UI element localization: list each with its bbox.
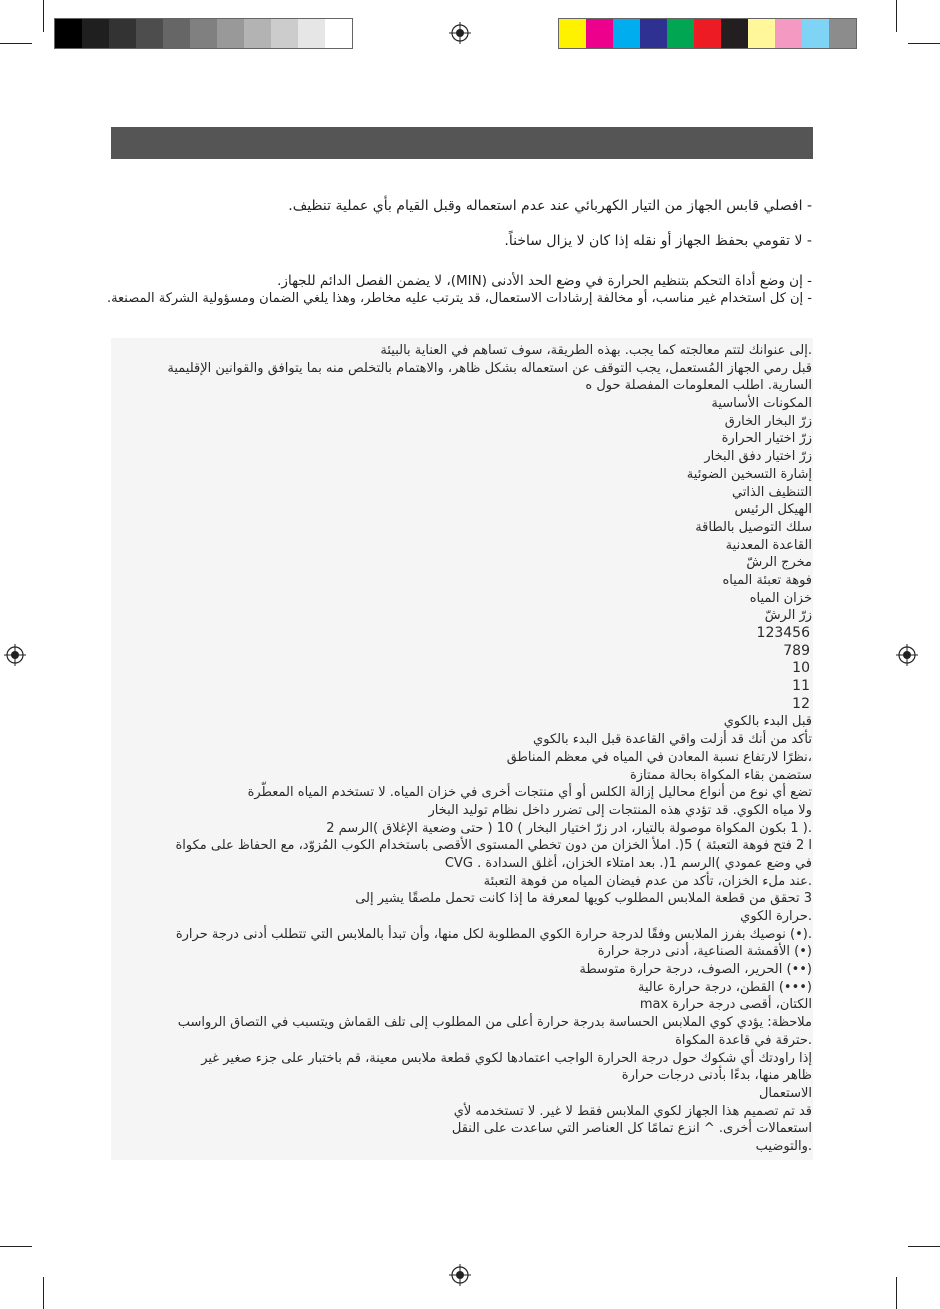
color-swatch [298, 19, 325, 48]
body-line: قبل البدء بالكوي [723, 714, 812, 730]
color-swatch [613, 19, 640, 48]
section-header-bar [111, 127, 813, 159]
body-line: ا 2 فتح فوهة التعبئة ) 5(. املأ الخزان من دون تخطي المستوى الأقصى باستخدام الكوب المُزوّد، مع الحفاظ على مكواة [175, 838, 812, 854]
color-swatch [667, 19, 694, 48]
body-line: قد تم تصميم هذا الجهاز لكوي الملابس فقط لا غير. لا تستخدمه لأي [453, 1103, 812, 1119]
body-line: 11 [792, 678, 810, 695]
body-line: القاعدة المعدنية [725, 537, 812, 553]
grayscale-calibration-bar [54, 18, 353, 49]
body-line: تضع أي نوع من أنواع محاليل إزالة الكلس أو أي منتجات أخرى في خزان المياه. لا تستخدم المياه المعطّرة [247, 785, 812, 801]
body-line: إذا راودتك أي شكوك حول درجة الحرارة الواجب اعتمادها لكوي قطعة ملابس معينة، قم باختبار على جزء صغير غير [201, 1050, 812, 1066]
color-swatch [748, 19, 775, 48]
body-line: .والتوضيب [755, 1138, 812, 1154]
color-swatch [136, 19, 163, 48]
body-line: .عند ملء الخزان، تأكد من عدم فيضان المياه من فوهة التعبئة [483, 873, 812, 889]
body-line: التنظيف الذاتي [731, 484, 812, 500]
body-line: 12 [792, 695, 810, 712]
body-line: زرّ اختيار دفق البخار [704, 449, 812, 465]
crop-mark [908, 1246, 940, 1247]
color-swatch [244, 19, 271, 48]
crop-mark [896, 1277, 897, 1309]
body-line: مخرج الرشّ [746, 555, 812, 571]
registration-mark-icon [896, 644, 918, 666]
body-line: .( 1 بكون المكواة موصولة بالتيار، ادر زرّ اختيار البخار ) 10 ( حتى وضعية الإغلاق )الرسم 2 [326, 820, 812, 836]
color-swatch [775, 19, 802, 48]
body-line: استعمالات أخرى. ^ انزع تمامًا كل العناصر التي ساعدت على النقل [451, 1121, 812, 1137]
body-line: ولا مياه الكوي. قد تؤدي هذه المنتجات إلى تضرر داخل نظام توليد البخار [428, 802, 812, 818]
color-swatch [325, 19, 352, 48]
color-swatch [640, 19, 667, 48]
body-line: 789 [783, 642, 810, 659]
color-swatch [271, 19, 298, 48]
body-line: قبل رمي الجهاز المُستعمل، يجب التوقف عن استعماله بشكل ظاهر، والاهتمام بالتخلص منه بما يتوافق والقوانين الإقليمية [167, 360, 812, 376]
body-line: في وضع عمودي )الرسم 1(. بعد امتلاء الخزان، أغلق السدادة . CVG [444, 855, 812, 871]
body-line: .(•) نوصيك بفرز الملابس وفقًا لدرجة حرارة الكوي المطلوبة لكل منها، وأن تبدأ بالملابس التي تتطلب أدنى درجة حرارة [175, 926, 812, 942]
warning-line: - إن كل استخدام غير مناسب، أو مخالفة إرشادات الاستعمال، قد يترتب عليه مخاطر، وهذا يلغي الضمان ومسؤولية الشركة المصنعة. [106, 291, 812, 306]
color-swatch [694, 19, 721, 48]
registration-mark-icon [449, 22, 471, 44]
body-line: ستضمن بقاء المكواة بحالة ممتازة [629, 767, 812, 783]
body-line: زرّ اختيار الحرارة [721, 431, 812, 447]
color-swatch [217, 19, 244, 48]
color-swatch [829, 19, 856, 48]
color-swatch [190, 19, 217, 48]
color-swatch [55, 19, 82, 48]
registration-mark-icon [4, 644, 26, 666]
instructions-body [112, 342, 812, 1156]
color-swatch [163, 19, 190, 48]
crop-mark [896, 0, 897, 32]
body-line: زرّ الرشّ [764, 608, 812, 624]
body-line: (•) الأقمشة الصناعية، أدنى درجة حرارة [597, 944, 812, 960]
body-line: الهيكل الرئيس [734, 502, 812, 518]
body-line: ،نظرًا لارتفاع نسبة المعادن في المياه في معظم المناطق [506, 749, 812, 765]
body-line: زرّ البخار الخارق [724, 413, 812, 429]
body-line: فوهة تعبئة المياه [722, 572, 812, 588]
body-line: 123456 [756, 625, 810, 641]
body-line: .حترقة في قاعدة المكواة [675, 1032, 812, 1048]
body-line: (•••) القطن، درجة حرارة عالية [637, 979, 812, 995]
body-line: الاستعمال [758, 1085, 812, 1101]
body-line: .إلى عنوانك لتتم معالجته كما يجب. بهذه الطريقة، سوف تساهم في العناية بالبيئة [380, 343, 812, 358]
color-swatch [559, 19, 586, 48]
color-swatch [721, 19, 748, 48]
body-line: السارية. اطلب المعلومات المفصلة حول ه [585, 378, 812, 394]
body-line: المكونات الأساسية [711, 396, 812, 412]
color-swatch [802, 19, 829, 48]
warning-line: - لا تقومي بحفظ الجهاز أو نقله إذا كان لا يزال ساخناً. [504, 233, 812, 249]
body-line: الكتان، أقصى درجة حرارة max [639, 997, 812, 1013]
color-swatch [109, 19, 136, 48]
crop-mark [0, 1246, 32, 1247]
body-line: .حرارة الكوي [740, 909, 812, 924]
body-line: ظاهر منها، بدءًا بأدنى درجات حرارة [621, 1068, 812, 1084]
color-calibration-bar [558, 18, 857, 49]
crop-mark [43, 1277, 44, 1309]
color-swatch [82, 19, 109, 48]
color-swatch [586, 19, 613, 48]
registration-mark-icon [449, 1264, 471, 1286]
body-line: 3 تحقق من قطعة الملابس المطلوب كويها لمعرفة ما إذا كانت تحمل ملصقًا يشير إلى [355, 891, 812, 907]
warning-line: - افصلي قابس الجهاز من التيار الكهربائي عند عدم استعماله وقبل القيام بأي عملية تنظيف. [288, 198, 812, 214]
crop-mark [43, 0, 44, 32]
body-line: ملاحظة: يؤدي كوي الملابس الحساسة بدرجة حرارة أعلى من المطلوب إلى تلف القماش ويتسبب في التصاق الرواسب [177, 1015, 812, 1031]
crop-mark [0, 43, 32, 44]
body-line: 10 [792, 660, 810, 677]
warning-line: - إن وضع أداة التحكم بتنظيم الحرارة في وضع الحد الأدنى (MIN)، لا يضمن الفصل الدائم للجهاز. [277, 273, 812, 289]
body-line: (••) الحرير، الصوف، درجة حرارة متوسطة [579, 962, 812, 978]
body-line: خزان المياه [749, 590, 812, 606]
crop-mark [908, 43, 940, 44]
body-line: تأكد من أنك قد أزلت واقي القاعدة قبل البدء بالكوي [533, 732, 812, 748]
body-line: إشارة التسخين الضوئية [686, 466, 812, 482]
body-line: سلك التوصيل بالطاقة [695, 519, 812, 535]
